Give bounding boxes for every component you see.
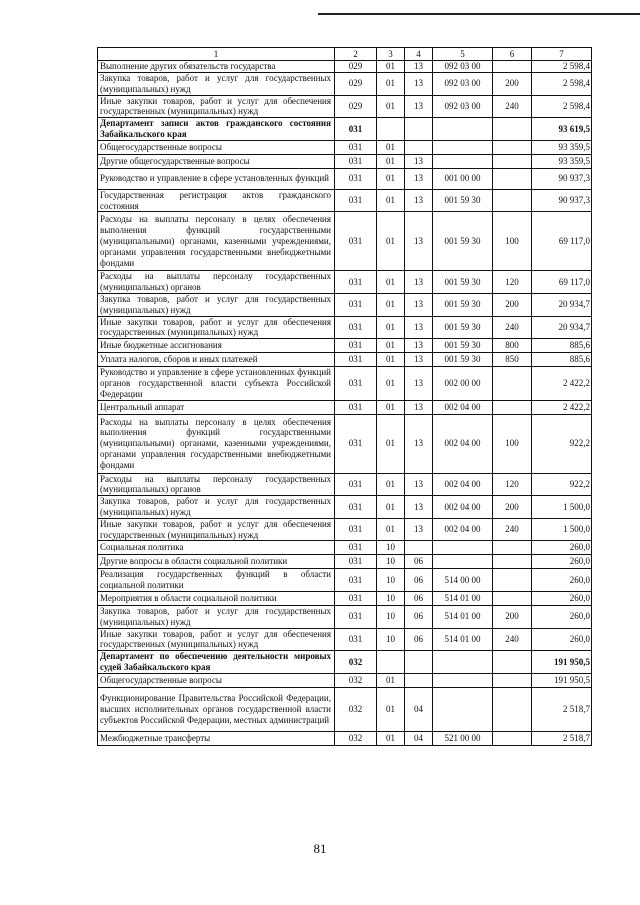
row-name: Расходы на выплаты персоналу государственных (муниципальных) органов <box>98 271 335 294</box>
row-name: Руководство и управление в сфере установленных функций <box>98 168 335 189</box>
row-section-code: 10 <box>377 555 405 569</box>
row-subsection-code: 13 <box>405 518 433 541</box>
row-article-code: 092 03 00 <box>433 73 493 96</box>
row-amount: 922,2 <box>532 414 592 473</box>
row-amount: 2 518,7 <box>532 731 592 745</box>
row-ministry-code: 029 <box>335 73 377 96</box>
row-section-code: 01 <box>377 154 405 168</box>
row-expense-type-code: 120 <box>493 473 532 496</box>
row-section-code: 01 <box>377 95 405 118</box>
col-header-subsection: 4 <box>405 48 433 61</box>
row-amount: 885,6 <box>532 339 592 353</box>
col-header-expense-type: 6 <box>493 48 532 61</box>
table-row <box>98 628 592 651</box>
row-subsection-code: 13 <box>405 400 433 414</box>
row-subsection-code: 13 <box>405 271 433 294</box>
col-header-section: 3 <box>377 48 405 61</box>
table-row <box>98 95 592 118</box>
row-name: Государственная регистрация актов гражданского состояния <box>98 189 335 212</box>
row-expense-type-code: 240 <box>493 628 532 651</box>
row-subsection-code: 13 <box>405 154 433 168</box>
row-expense-type-code <box>493 118 532 141</box>
row-subsection-code: 06 <box>405 605 433 628</box>
table-row <box>98 212 592 271</box>
row-name: Центральный аппарат <box>98 400 335 414</box>
row-expense-type-code: 120 <box>493 271 532 294</box>
row-article-code <box>433 140 493 154</box>
row-expense-type-code <box>493 731 532 745</box>
row-section-code: 01 <box>377 316 405 339</box>
row-ministry-code: 031 <box>335 569 377 592</box>
col-header-name: 1 <box>98 48 335 61</box>
row-expense-type-code <box>493 555 532 569</box>
table-row <box>98 569 592 592</box>
row-amount: 2 598,4 <box>532 95 592 118</box>
row-section-code: 10 <box>377 605 405 628</box>
row-subsection-code: 13 <box>405 316 433 339</box>
row-expense-type-code: 240 <box>493 518 532 541</box>
row-name: Реализация государственных функций в области социальной политики <box>98 569 335 592</box>
row-expense-type-code <box>493 168 532 189</box>
row-amount: 20 934,7 <box>532 293 592 316</box>
row-amount: 93 359,5 <box>532 140 592 154</box>
row-ministry-code: 032 <box>335 673 377 687</box>
row-subsection-code: 06 <box>405 555 433 569</box>
table-row <box>98 189 592 212</box>
row-amount: 191 950,5 <box>532 673 592 687</box>
row-amount: 260,0 <box>532 541 592 555</box>
row-ministry-code: 031 <box>335 400 377 414</box>
row-section-code: 01 <box>377 140 405 154</box>
row-subsection-code: 13 <box>405 95 433 118</box>
row-article-code: 002 04 00 <box>433 414 493 473</box>
row-subsection-code <box>405 541 433 555</box>
row-subsection-code: 13 <box>405 367 433 400</box>
table-row <box>98 651 592 674</box>
row-name: Расходы на выплаты персоналу в целях обеспечения выполнения функций государственными (муниципальными) органами, казенными учреждениями, органами управления государственными внебюджетными фондами <box>98 212 335 271</box>
row-expense-type-code <box>493 541 532 555</box>
row-section-code: 10 <box>377 628 405 651</box>
row-subsection-code <box>405 140 433 154</box>
table-row <box>98 316 592 339</box>
table-row <box>98 687 592 731</box>
row-section-code <box>377 118 405 141</box>
row-ministry-code: 031 <box>335 212 377 271</box>
row-section-code: 01 <box>377 73 405 96</box>
row-article-code: 514 00 00 <box>433 569 493 592</box>
row-expense-type-code <box>493 154 532 168</box>
row-expense-type-code <box>493 673 532 687</box>
row-ministry-code: 031 <box>335 414 377 473</box>
row-subsection-code: 13 <box>405 414 433 473</box>
row-ministry-code: 032 <box>335 687 377 731</box>
row-expense-type-code <box>493 189 532 212</box>
row-article-code: 001 59 30 <box>433 271 493 294</box>
row-subsection-code: 13 <box>405 473 433 496</box>
table-row <box>98 591 592 605</box>
row-section-code: 01 <box>377 731 405 745</box>
row-section-code: 01 <box>377 293 405 316</box>
table-row <box>98 118 592 141</box>
row-subsection-code: 06 <box>405 628 433 651</box>
row-ministry-code: 031 <box>335 154 377 168</box>
row-article-code <box>433 555 493 569</box>
row-article-code <box>433 673 493 687</box>
row-subsection-code: 13 <box>405 293 433 316</box>
row-expense-type-code: 240 <box>493 316 532 339</box>
row-subsection-code: 13 <box>405 212 433 271</box>
row-article-code: 002 04 00 <box>433 496 493 519</box>
row-subsection-code: 13 <box>405 61 433 73</box>
table-row <box>98 673 592 687</box>
row-article-code: 514 01 00 <box>433 591 493 605</box>
page-number: 81 <box>313 841 327 856</box>
row-article-code: 001 59 30 <box>433 189 493 212</box>
row-section-code: 01 <box>377 367 405 400</box>
row-section-code: 01 <box>377 189 405 212</box>
row-ministry-code: 031 <box>335 118 377 141</box>
row-article-code: 002 04 00 <box>433 518 493 541</box>
row-section-code: 01 <box>377 61 405 73</box>
row-amount: 260,0 <box>532 605 592 628</box>
row-section-code: 01 <box>377 473 405 496</box>
row-subsection-code: 13 <box>405 339 433 353</box>
row-ministry-code: 029 <box>335 61 377 73</box>
row-subsection-code: 04 <box>405 731 433 745</box>
row-expense-type-code: 200 <box>493 496 532 519</box>
row-name: Уплата налогов, сборов и иных платежей <box>98 353 335 367</box>
row-section-code: 10 <box>377 591 405 605</box>
row-amount: 93 619,5 <box>532 118 592 141</box>
row-ministry-code: 031 <box>335 316 377 339</box>
row-subsection-code <box>405 118 433 141</box>
row-section-code: 01 <box>377 673 405 687</box>
row-section-code: 01 <box>377 400 405 414</box>
table-row <box>98 414 592 473</box>
row-section-code: 01 <box>377 496 405 519</box>
row-section-code: 01 <box>377 414 405 473</box>
row-ministry-code: 031 <box>335 271 377 294</box>
row-article-code: 001 59 30 <box>433 316 493 339</box>
row-name: Закупка товаров, работ и услуг для государственных (муниципальных) нужд <box>98 496 335 519</box>
row-expense-type-code: 200 <box>493 73 532 96</box>
row-name: Закупка товаров, работ и услуг для государственных (муниципальных) нужд <box>98 605 335 628</box>
row-ministry-code: 031 <box>335 473 377 496</box>
row-subsection-code <box>405 651 433 674</box>
row-name: Департамент по обеспечению деятельности мировых судей Забайкальского края <box>98 651 335 674</box>
row-article-code: 001 59 30 <box>433 293 493 316</box>
row-article-code <box>433 651 493 674</box>
row-name: Другие вопросы в области социальной политики <box>98 555 335 569</box>
row-expense-type-code: 850 <box>493 353 532 367</box>
row-section-code: 01 <box>377 339 405 353</box>
table-row <box>98 367 592 400</box>
row-article-code <box>433 118 493 141</box>
row-ministry-code: 031 <box>335 339 377 353</box>
table-row <box>98 140 592 154</box>
row-amount: 2 598,4 <box>532 73 592 96</box>
row-name: Общегосударственные вопросы <box>98 673 335 687</box>
row-name: Выполнение других обязательств государства <box>98 61 335 73</box>
table-row <box>98 473 592 496</box>
row-ministry-code: 031 <box>335 541 377 555</box>
row-amount: 260,0 <box>532 569 592 592</box>
row-subsection-code: 13 <box>405 353 433 367</box>
row-expense-type-code: 100 <box>493 414 532 473</box>
col-header-amount: 7 <box>532 48 592 61</box>
row-amount: 2 422,2 <box>532 400 592 414</box>
row-ministry-code: 029 <box>335 95 377 118</box>
row-amount: 90 937,3 <box>532 168 592 189</box>
row-amount: 1 500,0 <box>532 496 592 519</box>
row-expense-type-code: 200 <box>493 605 532 628</box>
row-expense-type-code <box>493 367 532 400</box>
row-expense-type-code <box>493 687 532 731</box>
row-subsection-code: 13 <box>405 189 433 212</box>
row-amount: 2 422,2 <box>532 367 592 400</box>
row-article-code: 092 03 00 <box>433 95 493 118</box>
row-section-code: 10 <box>377 569 405 592</box>
row-amount: 260,0 <box>532 555 592 569</box>
table-row <box>98 271 592 294</box>
row-ministry-code: 031 <box>335 189 377 212</box>
row-name: Мероприятия в области социальной политики <box>98 591 335 605</box>
row-amount: 2 598,4 <box>532 61 592 73</box>
row-subsection-code: 04 <box>405 687 433 731</box>
row-name: Департамент записи актов гражданского состояния Забайкальского края <box>98 118 335 141</box>
row-section-code: 01 <box>377 271 405 294</box>
table-row <box>98 293 592 316</box>
row-article-code <box>433 154 493 168</box>
row-article-code: 092 03 00 <box>433 61 493 73</box>
row-amount: 90 937,3 <box>532 189 592 212</box>
row-amount: 93 359,5 <box>532 154 592 168</box>
table-row <box>98 731 592 745</box>
row-name: Иные закупки товаров, работ и услуг для обеспечения государственных (муниципальных) нужд <box>98 628 335 651</box>
row-section-code <box>377 651 405 674</box>
row-amount: 191 950,5 <box>532 651 592 674</box>
row-expense-type-code: 800 <box>493 339 532 353</box>
row-amount: 69 117,0 <box>532 212 592 271</box>
table-row <box>98 605 592 628</box>
row-subsection-code: 13 <box>405 496 433 519</box>
row-ministry-code: 031 <box>335 353 377 367</box>
row-article-code: 002 04 00 <box>433 400 493 414</box>
row-section-code: 01 <box>377 518 405 541</box>
table-row <box>98 168 592 189</box>
row-ministry-code: 031 <box>335 628 377 651</box>
row-section-code: 10 <box>377 541 405 555</box>
row-article-code: 002 00 00 <box>433 367 493 400</box>
table-row <box>98 541 592 555</box>
row-name: Иные закупки товаров, работ и услуг для обеспечения государственных (муниципальных) нужд <box>98 316 335 339</box>
row-name: Расходы на выплаты персоналу государственных (муниципальных) органов <box>98 473 335 496</box>
row-name: Другие общегосударственные вопросы <box>98 154 335 168</box>
row-name: Функционирование Правительства Российской Федерации, высших исполнительных органов государственной власти субъектов Российской Федерации, местных администраций <box>98 687 335 731</box>
row-article-code: 001 00 00 <box>433 168 493 189</box>
row-name: Социальная политика <box>98 541 335 555</box>
row-article-code: 514 01 00 <box>433 628 493 651</box>
row-expense-type-code <box>493 140 532 154</box>
row-article-code <box>433 541 493 555</box>
table-row <box>98 61 592 73</box>
row-amount: 2 518,7 <box>532 687 592 731</box>
row-ministry-code: 031 <box>335 293 377 316</box>
row-expense-type-code <box>493 61 532 73</box>
row-expense-type-code: 200 <box>493 293 532 316</box>
row-expense-type-code <box>493 651 532 674</box>
row-section-code: 01 <box>377 212 405 271</box>
row-amount: 885,6 <box>532 353 592 367</box>
row-article-code: 001 59 30 <box>433 353 493 367</box>
row-expense-type-code: 240 <box>493 95 532 118</box>
row-amount: 69 117,0 <box>532 271 592 294</box>
table-row <box>98 555 592 569</box>
row-ministry-code: 031 <box>335 605 377 628</box>
row-subsection-code: 06 <box>405 569 433 592</box>
row-expense-type-code <box>493 400 532 414</box>
row-subsection-code: 13 <box>405 168 433 189</box>
row-amount: 922,2 <box>532 473 592 496</box>
row-ministry-code: 032 <box>335 651 377 674</box>
column-number-row <box>98 48 592 61</box>
row-ministry-code: 031 <box>335 367 377 400</box>
table-row <box>98 518 592 541</box>
row-name: Иные закупки товаров, работ и услуг для обеспечения государственных (муниципальных) нужд <box>98 95 335 118</box>
row-ministry-code: 031 <box>335 518 377 541</box>
row-article-code: 001 59 30 <box>433 339 493 353</box>
row-article-code: 001 59 30 <box>433 212 493 271</box>
row-ministry-code: 032 <box>335 731 377 745</box>
table-row <box>98 353 592 367</box>
row-name: Расходы на выплаты персоналу в целях обеспечения выполнения функций государственными (муниципальными) органами, казенными учреждениями, органами управления государственными внебюджетными фондами <box>98 414 335 473</box>
col-header-article: 5 <box>433 48 493 61</box>
row-name: Межбюджетные трансферты <box>98 731 335 745</box>
row-ministry-code: 031 <box>335 591 377 605</box>
row-article-code: 002 04 00 <box>433 473 493 496</box>
row-ministry-code: 031 <box>335 496 377 519</box>
table-body <box>98 61 592 746</box>
top-rule <box>318 13 640 15</box>
row-name: Руководство и управление в сфере установленных функций органов государственной власти субъекта Российской Федерации <box>98 367 335 400</box>
row-name: Закупка товаров, работ и услуг для государственных (муниципальных) нужд <box>98 73 335 96</box>
row-subsection-code <box>405 673 433 687</box>
row-name: Иные бюджетные ассигнования <box>98 339 335 353</box>
table-row <box>98 496 592 519</box>
table-row <box>98 73 592 96</box>
row-expense-type-code <box>493 591 532 605</box>
row-section-code: 01 <box>377 687 405 731</box>
row-ministry-code: 031 <box>335 555 377 569</box>
row-ministry-code: 031 <box>335 168 377 189</box>
row-amount: 1 500,0 <box>532 518 592 541</box>
row-expense-type-code: 100 <box>493 212 532 271</box>
row-amount: 20 934,7 <box>532 316 592 339</box>
budget-table <box>97 47 592 746</box>
table-row <box>98 154 592 168</box>
row-amount: 260,0 <box>532 591 592 605</box>
row-section-code: 01 <box>377 353 405 367</box>
row-article-code: 521 00 00 <box>433 731 493 745</box>
row-subsection-code: 13 <box>405 73 433 96</box>
row-name: Иные закупки товаров, работ и услуг для обеспечения государственных (муниципальных) нужд <box>98 518 335 541</box>
row-subsection-code: 06 <box>405 591 433 605</box>
row-ministry-code: 031 <box>335 140 377 154</box>
row-name: Закупка товаров, работ и услуг для государственных (муниципальных) нужд <box>98 293 335 316</box>
row-amount: 260,0 <box>532 628 592 651</box>
row-section-code: 01 <box>377 168 405 189</box>
table-row <box>98 339 592 353</box>
row-article-code <box>433 687 493 731</box>
row-name: Общегосударственные вопросы <box>98 140 335 154</box>
row-article-code: 514 01 00 <box>433 605 493 628</box>
table-row <box>98 400 592 414</box>
row-expense-type-code <box>493 569 532 592</box>
col-header-ministry: 2 <box>335 48 377 61</box>
